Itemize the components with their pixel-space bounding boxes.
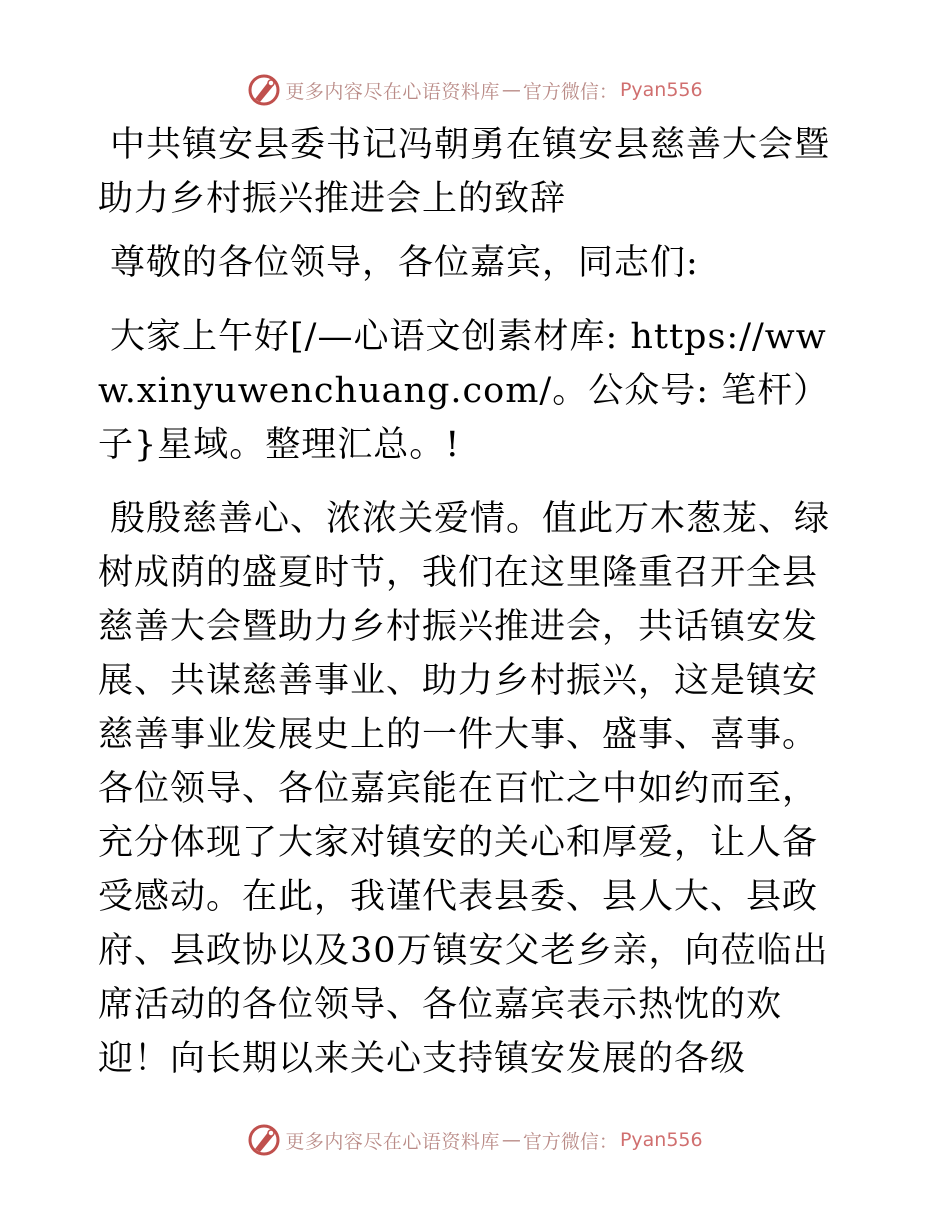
document-greeting: 尊敬的各位领导，各位嘉宾，同志们: — [110, 243, 699, 283]
banner-wechat-id: Pyan556 — [619, 1129, 703, 1151]
document-content — [98, 118, 850, 1086]
document-opening: 大家上午好[/—心语文创素材库: https://www.xinyuwenchuang.com/。公众号: 笔杆）子}星域。整理汇总。! — [98, 317, 830, 465]
banner-wechat-id: Pyan556 — [619, 79, 703, 101]
header-banner — [0, 70, 950, 110]
banner-promo-text: 更多内容尽在心语资料库 — [285, 1130, 500, 1153]
banner-promo-text: 更多内容尽在心语资料库 — [285, 80, 500, 103]
banner-dash: — — [501, 79, 521, 101]
footer-banner — [0, 1120, 950, 1160]
banner-dash: — — [501, 1129, 521, 1151]
pen-logo-icon — [247, 73, 281, 107]
banner-official-label: 官方微信： — [522, 80, 618, 103]
banner-official-label: 官方微信： — [522, 1130, 618, 1153]
pen-logo-icon — [247, 1123, 281, 1157]
document-body: 殷殷慈善心、浓浓关爱情。值此万木葱茏、绿树成荫的盛夏时节，我们在这里隆重召开全县慈善大会暨助力乡村振兴推进会，共话镇安发展、共谋慈善事业、助力乡村振兴，这是镇安慈善事业发展史上的一件大事、盛事、喜事。各位领导、各位嘉宾能在百忙之中如约而至，充分体现了大家对镇安的关心和厚爱，让人备受感动。在此，我谨代表县委、县人大、县政府、县政协以及30万镇安父老乡亲，向莅临出席活动的各位领导、各位嘉宾表示热忱的欢迎！向长期以来关心支持镇安发展的各级 — [98, 499, 831, 1079]
document-title: 中共镇安县委书记冯朝勇在镇安县慈善大会暨助力乡村振兴推进会上的致辞 — [98, 125, 831, 219]
